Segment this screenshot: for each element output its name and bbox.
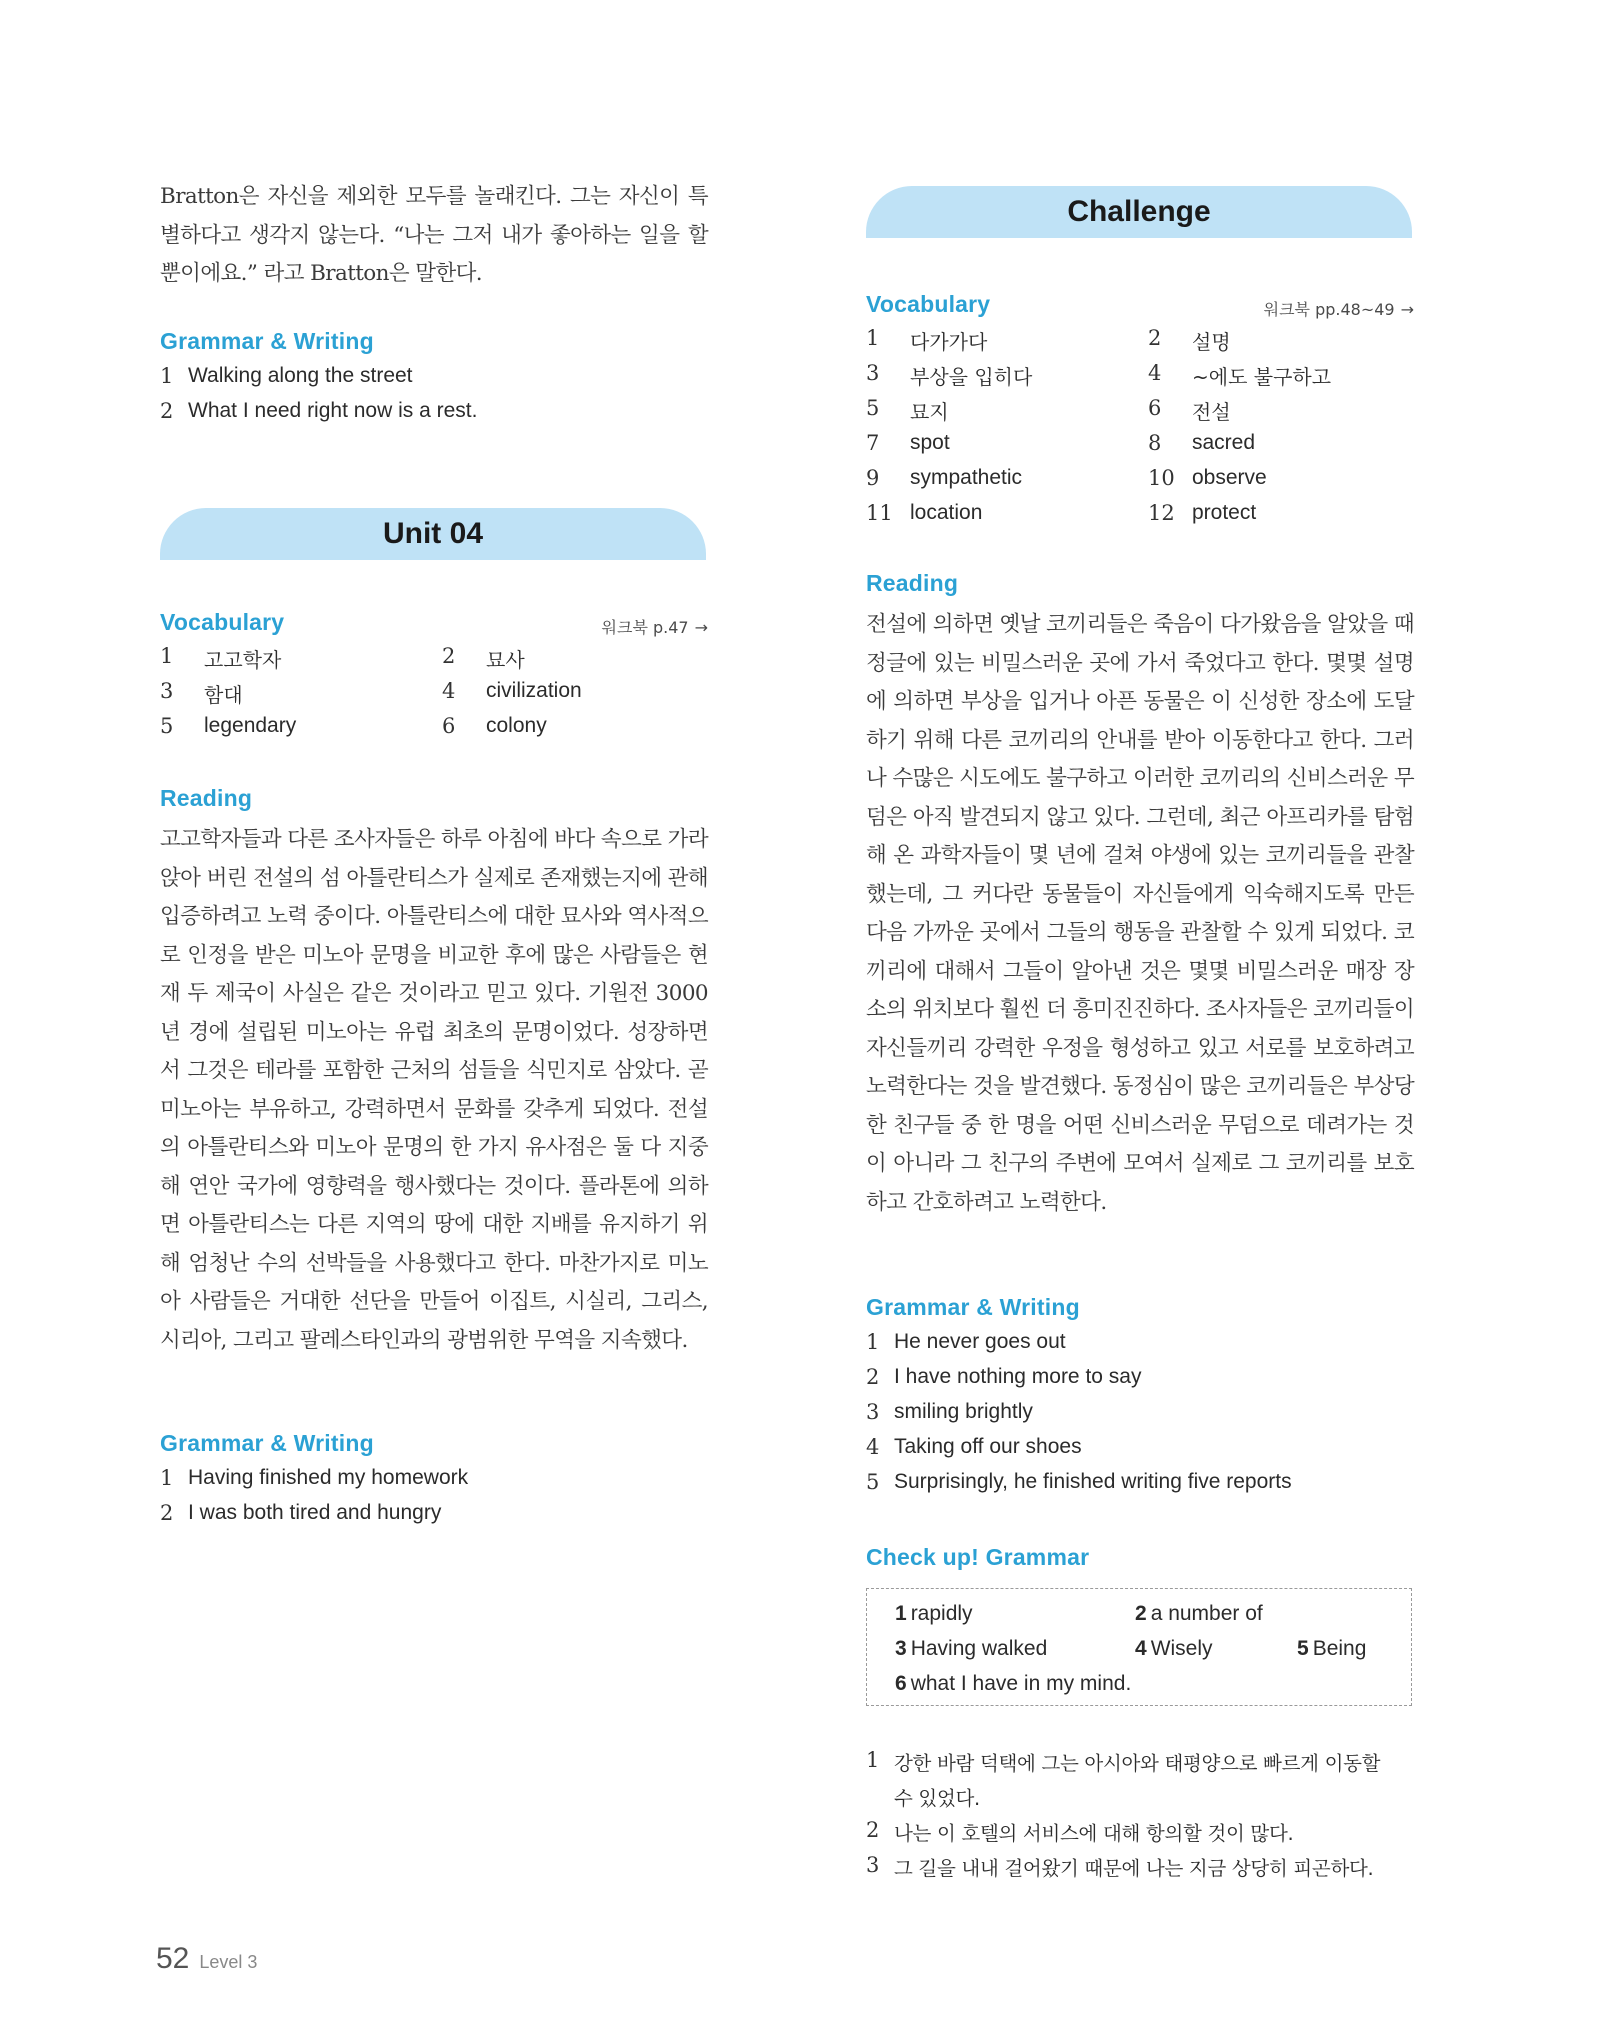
item-number: 2 <box>1135 1602 1147 1625</box>
checkup-answer-box <box>866 1588 1412 1706</box>
workbook-reference-text: 워크북 pp.48~49 <box>1263 300 1395 319</box>
item-number: 1 <box>160 364 174 388</box>
item-number: 5 <box>1297 1637 1309 1660</box>
item-number: 2 <box>866 1818 880 1842</box>
intro-paragraph: Bratton은 자신을 제외한 모두를 놀래킨다. 그는 자신이 특별하다고 생각지 않는다. “나는 그저 내가 좋아하는 일을 할 뿐이에요.” 라고 Bratton은 말한다. <box>160 184 708 286</box>
item-number: 1 <box>866 326 880 350</box>
item-number: 1 <box>866 1748 880 1772</box>
item-text: 나는 이 호텔의 서비스에 대해 항의할 것이 많다. <box>894 1822 1294 1845</box>
item-text: Taking off our shoes <box>894 1435 1082 1458</box>
page-number: 52 <box>156 1942 190 1975</box>
item-text: 그 길을 내내 걸어왔기 때문에 나는 지금 상당히 피곤하다. <box>894 1857 1374 1880</box>
item-text: legendary <box>204 714 297 737</box>
item-text: 수 있었다. <box>894 1787 980 1810</box>
unit-banner: Unit 04 <box>160 508 706 560</box>
item-number: 2 <box>1148 326 1162 350</box>
grammar-writing-title: Grammar & Writing <box>160 328 374 354</box>
item-number: 9 <box>866 466 880 490</box>
checkup-grammar-title: Check up! Grammar <box>866 1544 1090 1570</box>
item-text: Having walked <box>910 1637 1048 1660</box>
item-number: 2 <box>160 1501 174 1525</box>
item-number: 11 <box>866 501 893 525</box>
item-number: 8 <box>1148 431 1162 455</box>
item-text: 강한 바람 덕택에 그는 아시아와 태평양으로 빠르게 이동할 <box>894 1752 1381 1775</box>
item-text: ~에도 불구하고 <box>1192 365 1332 389</box>
item-text: smiling brightly <box>894 1400 1033 1423</box>
item-text: a number of <box>1150 1602 1263 1625</box>
item-text: Surprisingly, he finished writing five reports <box>894 1470 1292 1493</box>
item-text: 함대 <box>204 683 243 707</box>
item-number: 4 <box>866 1435 880 1459</box>
item-text: Being <box>1312 1637 1367 1660</box>
item-number: 3 <box>895 1637 907 1660</box>
item-text: Having finished my homework <box>188 1466 469 1489</box>
item-text: 설명 <box>1192 330 1231 354</box>
answer-item <box>1297 1637 1366 1661</box>
reading-paragraph: 전설에 의하면 옛날 코끼리들은 죽음이 다가왔음을 알았을 때 정글에 있는 비밀스러운 곳에 가서 죽었다고 한다. 몇몇 설명에 의하면 부상을 입거나 아픈 동물은 이 신성한 장소에 도달하기 위해 다른 코끼리의 안내를 받아 이동한다고 한다. 그러나 수많은 시도에도 불구하고 이러한 코끼리의 신비스러운 무덤은 아직 발견되지 않고 있다. 그런데, 최근 아프리카를 탐험해 온 과학자들이 몇 년에 걸쳐 야생에 있는 코끼리들을 관찰했는데, 그 커다란 동물들이 자신들에게 익숙해지도록 만든 다음 가까운 곳에서 그들의 행동을 관찰할 수 있게 되었다. 코끼리에 대해서 그들이 알아낸 것은 몇몇 비밀스러운 매장 장소의 위치보다 훨씬 더 흥미진진하다. 조사자들은 코끼리들이 자신들끼리 강력한 우정을 형성하고 있고 서로를 보호하려고 노력한다는 것을 발견했다. 동정심이 많은 코끼리들은 부상당한 친구들 중 한 명을 어떤 신비스러운 무덤으로 데려가는 것이 아니라 그 친구의 주변에 모여서 실제로 그 코끼리를 보호하고 간호하려고 노력한다. <box>866 612 1414 1215</box>
item-text: I have nothing more to say <box>894 1365 1142 1388</box>
item-text: 묘지 <box>910 400 949 424</box>
item-number: 2 <box>866 1365 880 1389</box>
answer-item <box>895 1672 1131 1696</box>
item-text: He never goes out <box>894 1330 1066 1353</box>
item-text: 묘사 <box>486 648 525 672</box>
grammar-writing-title: Grammar & Writing <box>866 1294 1080 1320</box>
answer-item <box>1135 1602 1263 1626</box>
item-number: 3 <box>160 679 174 703</box>
item-text: 다가가다 <box>910 330 988 354</box>
item-number: 10 <box>1148 466 1175 490</box>
vocabulary-title: Vocabulary <box>160 609 285 635</box>
level-label: Level 3 <box>199 1952 258 1972</box>
item-text: colony <box>486 714 547 737</box>
item-number: 7 <box>866 431 880 455</box>
answer-item <box>895 1602 973 1626</box>
item-number: 6 <box>442 714 456 738</box>
reading-title: Reading <box>866 570 959 596</box>
answer-item <box>895 1637 1047 1661</box>
workbook-reference <box>602 615 708 638</box>
item-text: location <box>910 501 983 524</box>
grammar-writing-title: Grammar & Writing <box>160 1430 374 1456</box>
item-number: 1 <box>160 1466 174 1490</box>
vocabulary-title: Vocabulary <box>866 291 991 317</box>
item-number: 1 <box>895 1602 907 1625</box>
item-text: civilization <box>486 679 582 702</box>
item-text: What I need right now is a rest. <box>188 399 478 422</box>
item-text: 전설 <box>1192 400 1231 424</box>
item-number: 5 <box>866 396 880 420</box>
item-text: sympathetic <box>910 466 1023 489</box>
item-number: 3 <box>866 361 880 385</box>
item-number: 4 <box>1148 361 1162 385</box>
workbook-reference-text: 워크북 p.47 <box>601 618 689 637</box>
arrow-right-icon: → <box>694 618 708 637</box>
item-number: 1 <box>160 644 174 668</box>
challenge-banner: Challenge <box>866 186 1412 238</box>
item-text: sacred <box>1192 431 1256 454</box>
item-number: 6 <box>895 1672 907 1695</box>
page-footer <box>156 1942 257 1976</box>
workbook-reference <box>1264 297 1414 320</box>
item-number: 2 <box>442 644 456 668</box>
item-text: Walking along the street <box>188 364 413 387</box>
answer-item <box>1135 1637 1213 1661</box>
item-number: 4 <box>442 679 456 703</box>
item-text: I was both tired and hungry <box>188 1501 442 1524</box>
item-number: 12 <box>1148 501 1175 525</box>
item-text: rapidly <box>910 1602 973 1625</box>
item-text: what I have in my mind. <box>910 1672 1132 1695</box>
item-number: 6 <box>1148 396 1162 420</box>
item-number: 5 <box>866 1470 880 1494</box>
item-number: 5 <box>160 714 174 738</box>
item-number: 2 <box>160 399 174 423</box>
item-text: Wisely <box>1150 1637 1213 1660</box>
item-number: 4 <box>1135 1637 1147 1660</box>
arrow-right-icon: → <box>1400 300 1414 319</box>
item-text: observe <box>1192 466 1267 489</box>
item-text: 고고학자 <box>204 648 282 672</box>
item-text: protect <box>1192 501 1257 524</box>
item-text: spot <box>910 431 950 454</box>
item-number: 3 <box>866 1400 880 1424</box>
reading-title: Reading <box>160 785 253 811</box>
item-number: 3 <box>866 1853 880 1877</box>
item-number: 1 <box>866 1330 880 1354</box>
item-text: 부상을 입히다 <box>910 365 1033 389</box>
reading-paragraph: 고고학자들과 다른 조사자들은 하루 아침에 바다 속으로 가라앉아 버린 전설의 섬 아틀란티스가 실제로 존재했는지에 관해 입증하려고 노력 중이다. 아틀란티스에 대한 묘사와 역사적으로 인정을 받은 미노아 문명을 비교한 후에 많은 사람들은 현재 두 제국이 사실은 같은 것이라고 믿고 있다. 기원전 3000년 경에 설립된 미노아는 유럽 최초의 문명이었다. 성장하면서 그것은 테라를 포함한 근처의 섬들을 식민지로 삼았다. 곧 미노아는 부유하고, 강력하면서 문화를 갖추게 되었다. 전설의 아틀란티스와 미노아 문명의 한 가지 유사점은 둘 다 지중해 연안 국가에 영향력을 행사했다는 것이다. 플라톤에 의하면 아틀란티스는 다른 지역의 땅에 대한 지배를 유지하기 위해 엄청난 수의 선박들을 사용했다고 한다. 마찬가지로 미노아 사람들은 거대한 선단을 만들어 이집트, 시실리, 그리스, 시리아, 그리고 팔레스타인과의 광범위한 무역을 지속했다. <box>160 827 708 1353</box>
